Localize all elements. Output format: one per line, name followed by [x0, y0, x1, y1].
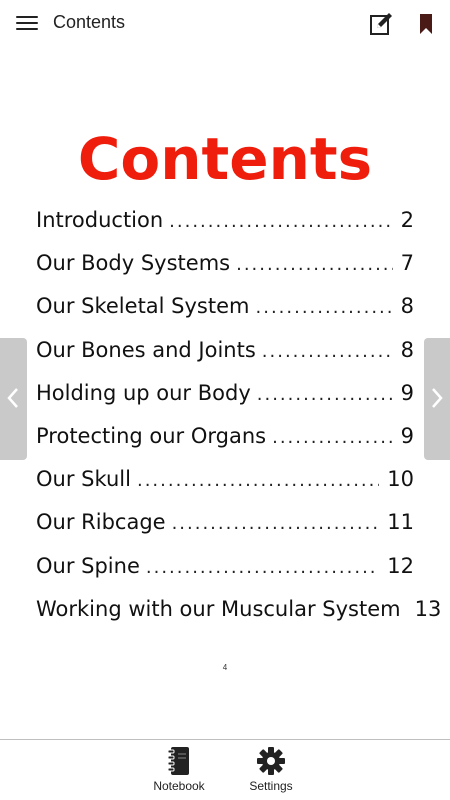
toc-entry-title: Our Body Systems [36, 251, 231, 276]
previous-page-button[interactable] [0, 338, 27, 460]
toc-entry-page: 13 [414, 596, 442, 621]
toc-entry-title: Our Skull [36, 467, 131, 492]
notebook-tab-label: Notebook [153, 779, 205, 793]
toc-entry[interactable] [36, 510, 414, 553]
toc-dot-leader [137, 470, 379, 491]
bookmark-icon[interactable] [416, 13, 436, 35]
toc-dot-leader [256, 297, 393, 318]
toc-dot-leader [257, 384, 393, 405]
toc-entry-title: Our Ribcage [36, 510, 166, 535]
toc-entry[interactable] [36, 338, 414, 381]
toc-entry[interactable] [36, 554, 414, 597]
bottom-navigation-bar [0, 739, 450, 800]
toc-entry-title: Our Skeletal System [36, 294, 250, 319]
settings-tab-label: Settings [249, 779, 293, 793]
toc-entry-title: Our Spine [36, 553, 140, 578]
table-of-contents [36, 208, 442, 640]
toc-dot-leader [262, 341, 393, 362]
toc-entry-title: Introduction [36, 208, 164, 232]
settings-tab[interactable] [236, 744, 306, 798]
toc-entry-title: Holding up our Body [36, 380, 251, 405]
toc-entry-page: 10 [387, 467, 414, 492]
top-app-bar [0, 0, 450, 46]
toc-entry-title: Protecting our Organs [36, 423, 267, 448]
gear-icon [256, 746, 286, 776]
toc-entry-page: 8 [400, 337, 414, 362]
chevron-left-icon [6, 386, 20, 410]
notebook-tab[interactable] [144, 744, 214, 798]
toc-entry-page: 9 [400, 423, 414, 448]
toc-entry[interactable] [36, 424, 414, 467]
toc-entry-page: 9 [400, 380, 414, 405]
next-page-button[interactable] [424, 338, 450, 460]
toc-entry-page: 8 [400, 294, 414, 319]
notebook-icon [167, 746, 191, 776]
page-number: 4 [222, 663, 228, 672]
toc-entry[interactable] [36, 208, 414, 251]
toc-entry-title: Our Bones and Joints [36, 337, 256, 362]
toc-dot-leader [169, 211, 392, 232]
toc-entry-page: 12 [387, 553, 414, 578]
toc-dot-leader [146, 557, 379, 578]
hamburger-menu-icon[interactable] [14, 12, 40, 34]
app-bar-title: Contents [53, 12, 126, 32]
toc-entry-page: 2 [400, 208, 414, 232]
edit-note-icon[interactable] [368, 11, 394, 37]
page-heading: Contents [77, 125, 373, 193]
toc-entry[interactable] [36, 251, 414, 294]
chevron-right-icon [430, 386, 444, 410]
toc-entry-page: 7 [400, 251, 414, 276]
toc-entry[interactable] [36, 596, 442, 640]
toc-dot-leader [236, 254, 393, 275]
toc-entry-title: Working with our Muscular System [36, 596, 401, 621]
toc-entry[interactable] [36, 467, 414, 510]
toc-entry-page: 11 [387, 510, 414, 535]
toc-entry[interactable] [36, 381, 414, 424]
toc-entry[interactable] [36, 294, 414, 337]
toc-dot-leader [172, 513, 380, 534]
toc-dot-leader [272, 427, 393, 448]
